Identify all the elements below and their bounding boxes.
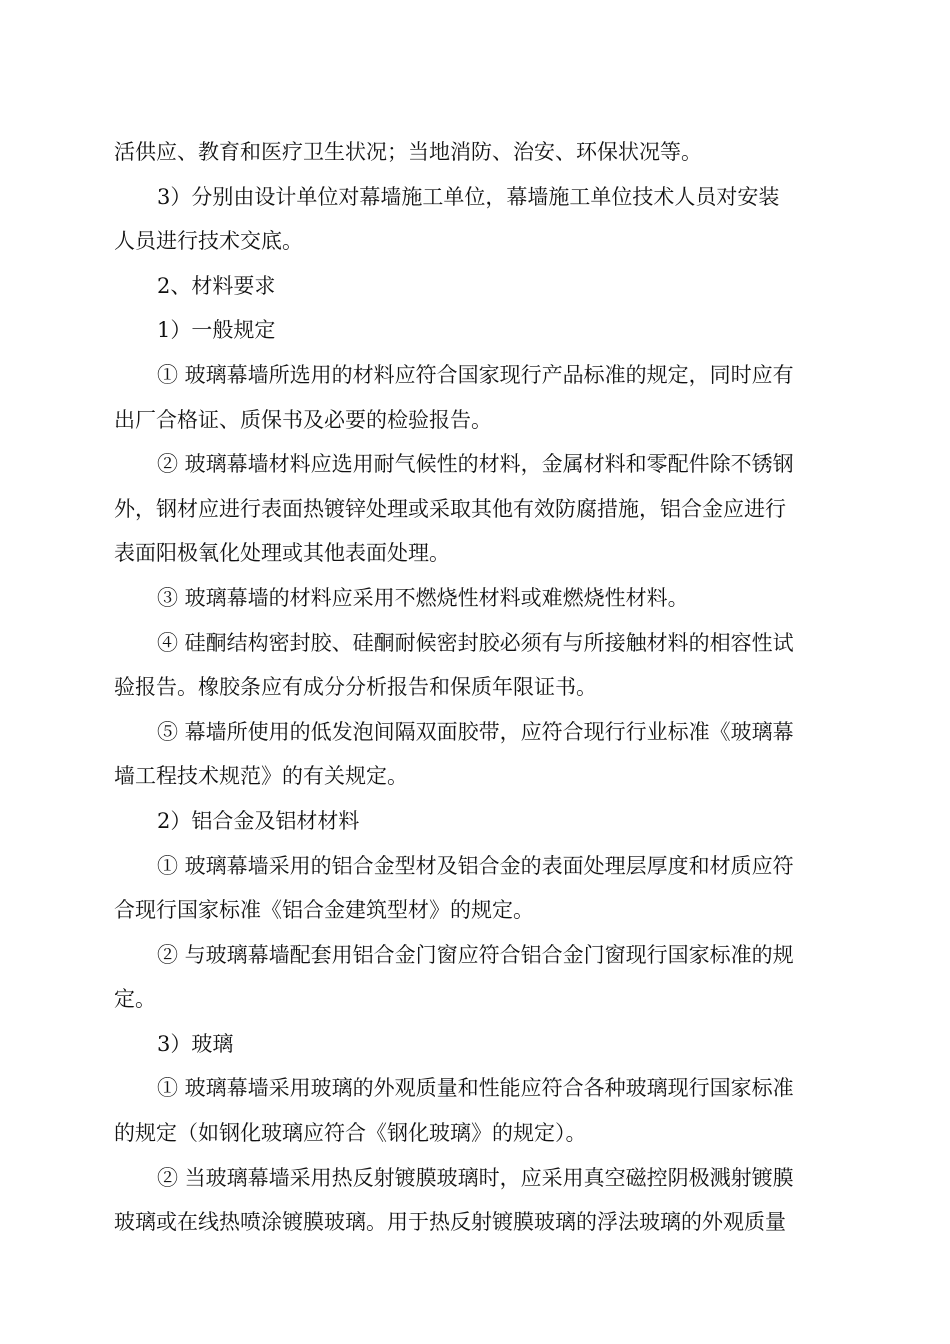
subheading-aluminum-materials: 2）铝合金及铝材材料 (157, 808, 360, 833)
glass-item-2-line-2: 玻璃或在线热喷涂镀膜玻璃。用于热反射镀膜玻璃的浮法玻璃的外观质量 (114, 1210, 786, 1235)
glass-item-2-line-1: ② 当玻璃幕墙采用热反射镀膜玻璃时，应采用真空磁控阴极溅射镀膜 (157, 1165, 794, 1190)
item-1-line-2: 出厂合格证、质保书及必要的检验报告。 (114, 407, 492, 432)
subheading-glass: 3）玻璃 (157, 1031, 234, 1056)
item-3-line-1: ③ 玻璃幕墙的材料应采用不燃烧性材料或难燃烧性材料。 (157, 585, 689, 610)
aluminum-item-2-line-2: 定。 (114, 987, 156, 1012)
glass-item-1-line-2: 的规定（如钢化玻璃应符合《钢化玻璃》的规定）。 (114, 1121, 587, 1146)
item-5-line-2: 墙工程技术规范》的有关规定。 (114, 764, 408, 789)
aluminum-item-1-line-1: ① 玻璃幕墙采用的铝合金型材及铝合金的表面处理层厚度和材质应符 (157, 853, 794, 878)
aluminum-item-1-line-2: 合现行国家标准《铝合金建筑型材》的规定。 (114, 898, 534, 923)
text-line-continuation: 活供应、教育和医疗卫生状况；当地消防、治安、环保状况等。 (114, 140, 702, 164)
item-4-line-2: 验报告。橡胶条应有成分分析报告和保质年限证书。 (114, 675, 597, 700)
section-heading-materials: 2、材料要求 (157, 273, 276, 298)
aluminum-item-2-line-1: ② 与玻璃幕墙配套用铝合金门窗应符合铝合金门窗现行国家标准的规 (157, 942, 794, 967)
item-2-line-2: 外，钢材应进行表面热镀锌处理或采取其他有效防腐措施，铝合金应进行 (114, 496, 786, 521)
paragraph-3-first-line: 3）分别由设计单位对幕墙施工单位，幕墙施工单位技术人员对安装 (157, 184, 780, 209)
paragraph-3-second-line: 人员进行技术交底。 (114, 229, 303, 254)
item-1-line-1: ① 玻璃幕墙所选用的材料应符合国家现行产品标准的规定，同时应有 (157, 362, 794, 387)
item-2-line-3: 表面阳极氧化处理或其他表面处理。 (114, 541, 450, 566)
item-4-line-1: ④ 硅酮结构密封胶、硅酮耐候密封胶必须有与所接触材料的相容性试 (157, 630, 794, 655)
item-2-line-1: ② 玻璃幕墙材料应选用耐气候性的材料，金属材料和零配件除不锈钢 (157, 452, 794, 477)
body-text (114, 130, 838, 1245)
subheading-general-rules: 1）一般规定 (157, 318, 276, 343)
item-5-line-1: ⑤ 幕墙所使用的低发泡间隔双面胶带，应符合现行行业标准《玻璃幕 (157, 719, 794, 744)
glass-item-1-line-1: ① 玻璃幕墙采用玻璃的外观质量和性能应符合各种玻璃现行国家标准 (157, 1076, 794, 1101)
